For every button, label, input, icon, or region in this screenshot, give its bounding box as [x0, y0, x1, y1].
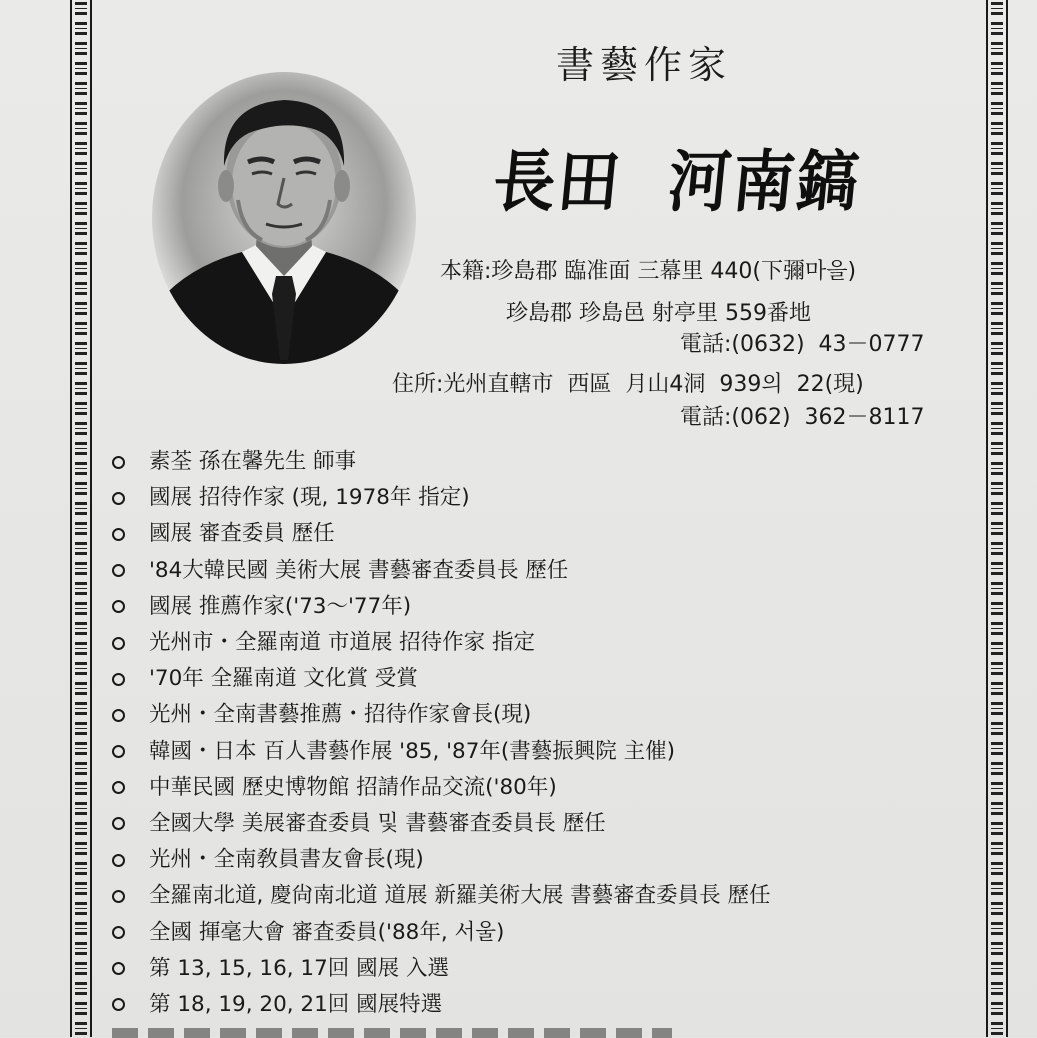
career-item	[112, 697, 771, 733]
career-item	[112, 444, 771, 480]
career-item	[112, 806, 771, 842]
career-list	[112, 444, 771, 1023]
career-item	[112, 987, 771, 1023]
career-item-text: 光州・全南敎員書友會長(現)	[149, 847, 424, 873]
career-item-text: 全羅南北道, 慶尙南北道 道展 新羅美術大展 書藝審査委員長 歷任	[149, 883, 771, 909]
career-item-text: 國展 推薦作家('73～'77年)	[149, 593, 412, 619]
circle-bullet-icon	[112, 890, 125, 903]
origin-phone: 電話:(0632) 43－0777	[680, 332, 925, 357]
career-item	[112, 734, 771, 770]
circle-bullet-icon	[112, 528, 125, 541]
circle-bullet-icon	[112, 709, 125, 722]
circle-bullet-icon	[112, 456, 125, 469]
career-item	[112, 589, 771, 625]
career-item-text: 第 18, 19, 20, 21回 國展特選	[149, 991, 443, 1017]
circle-bullet-icon	[112, 781, 125, 794]
circle-bullet-icon	[112, 564, 125, 577]
career-item-text: 國展 審査委員 歷任	[149, 521, 335, 547]
portrait-photo	[150, 70, 418, 366]
circle-bullet-icon	[112, 745, 125, 758]
circle-bullet-icon	[112, 600, 125, 613]
career-item-text: 全國大學 美展審査委員 및 書藝審査委員長 歷任	[149, 810, 606, 836]
career-item	[112, 770, 771, 806]
career-item-text: 韓國・日本 百人書藝作展 '85, '87年(書藝振興院 主催)	[149, 738, 675, 764]
career-item	[112, 878, 771, 914]
career-item	[112, 914, 771, 950]
circle-bullet-icon	[112, 673, 125, 686]
circle-bullet-icon	[112, 854, 125, 867]
career-item-text: '84大韓民國 美術大展 書藝審査委員長 歷任	[149, 557, 569, 583]
career-item-text: '70年 全羅南道 文化賞 受賞	[149, 666, 418, 692]
career-item-text: 全國 揮毫大會 審査委員('88年, 서울)	[149, 919, 505, 945]
career-item	[112, 516, 771, 552]
career-item	[112, 842, 771, 878]
circle-bullet-icon	[112, 962, 125, 975]
right-meander-border	[986, 0, 1008, 1037]
career-item	[112, 625, 771, 661]
circle-bullet-icon	[112, 637, 125, 650]
career-item-text: 光州・全南書藝推薦・招待作家會長(現)	[149, 702, 532, 728]
circle-bullet-icon	[112, 926, 125, 939]
career-item	[112, 480, 771, 516]
circle-bullet-icon	[112, 998, 125, 1011]
circle-bullet-icon	[112, 817, 125, 830]
left-meander-border	[70, 0, 92, 1037]
circle-bullet-icon	[112, 492, 125, 505]
career-item	[112, 553, 771, 589]
address-line: 住所:光州直轄市 西區 月山4洞 939의 22(現)	[392, 372, 864, 397]
career-item-text: 第 13, 15, 16, 17回 國展 入選	[149, 955, 449, 981]
career-item-text: 素荃 孫在馨先生 師事	[149, 449, 357, 475]
origin-line-2: 珍島郡 珍島邑 射亭里 559番地	[506, 301, 811, 326]
career-item	[112, 951, 771, 987]
artist-name: 長田 河南鎬	[489, 142, 865, 222]
page-title: 書藝作家	[556, 43, 733, 87]
origin-line-1: 本籍:珍島郡 臨准面 三幕里 440(下彌마을)	[440, 259, 857, 284]
career-item-text: 國展 招待作家 (現, 1978年 指定)	[149, 485, 470, 511]
career-item-text: 中華民國 歷史博物館 招請作品交流('80年)	[149, 774, 557, 800]
career-item-text: 光州市・全羅南道 市道展 招待作家 指定	[149, 630, 536, 656]
career-item	[112, 661, 771, 697]
address-phone: 電話:(062) 362－8117	[680, 405, 925, 430]
